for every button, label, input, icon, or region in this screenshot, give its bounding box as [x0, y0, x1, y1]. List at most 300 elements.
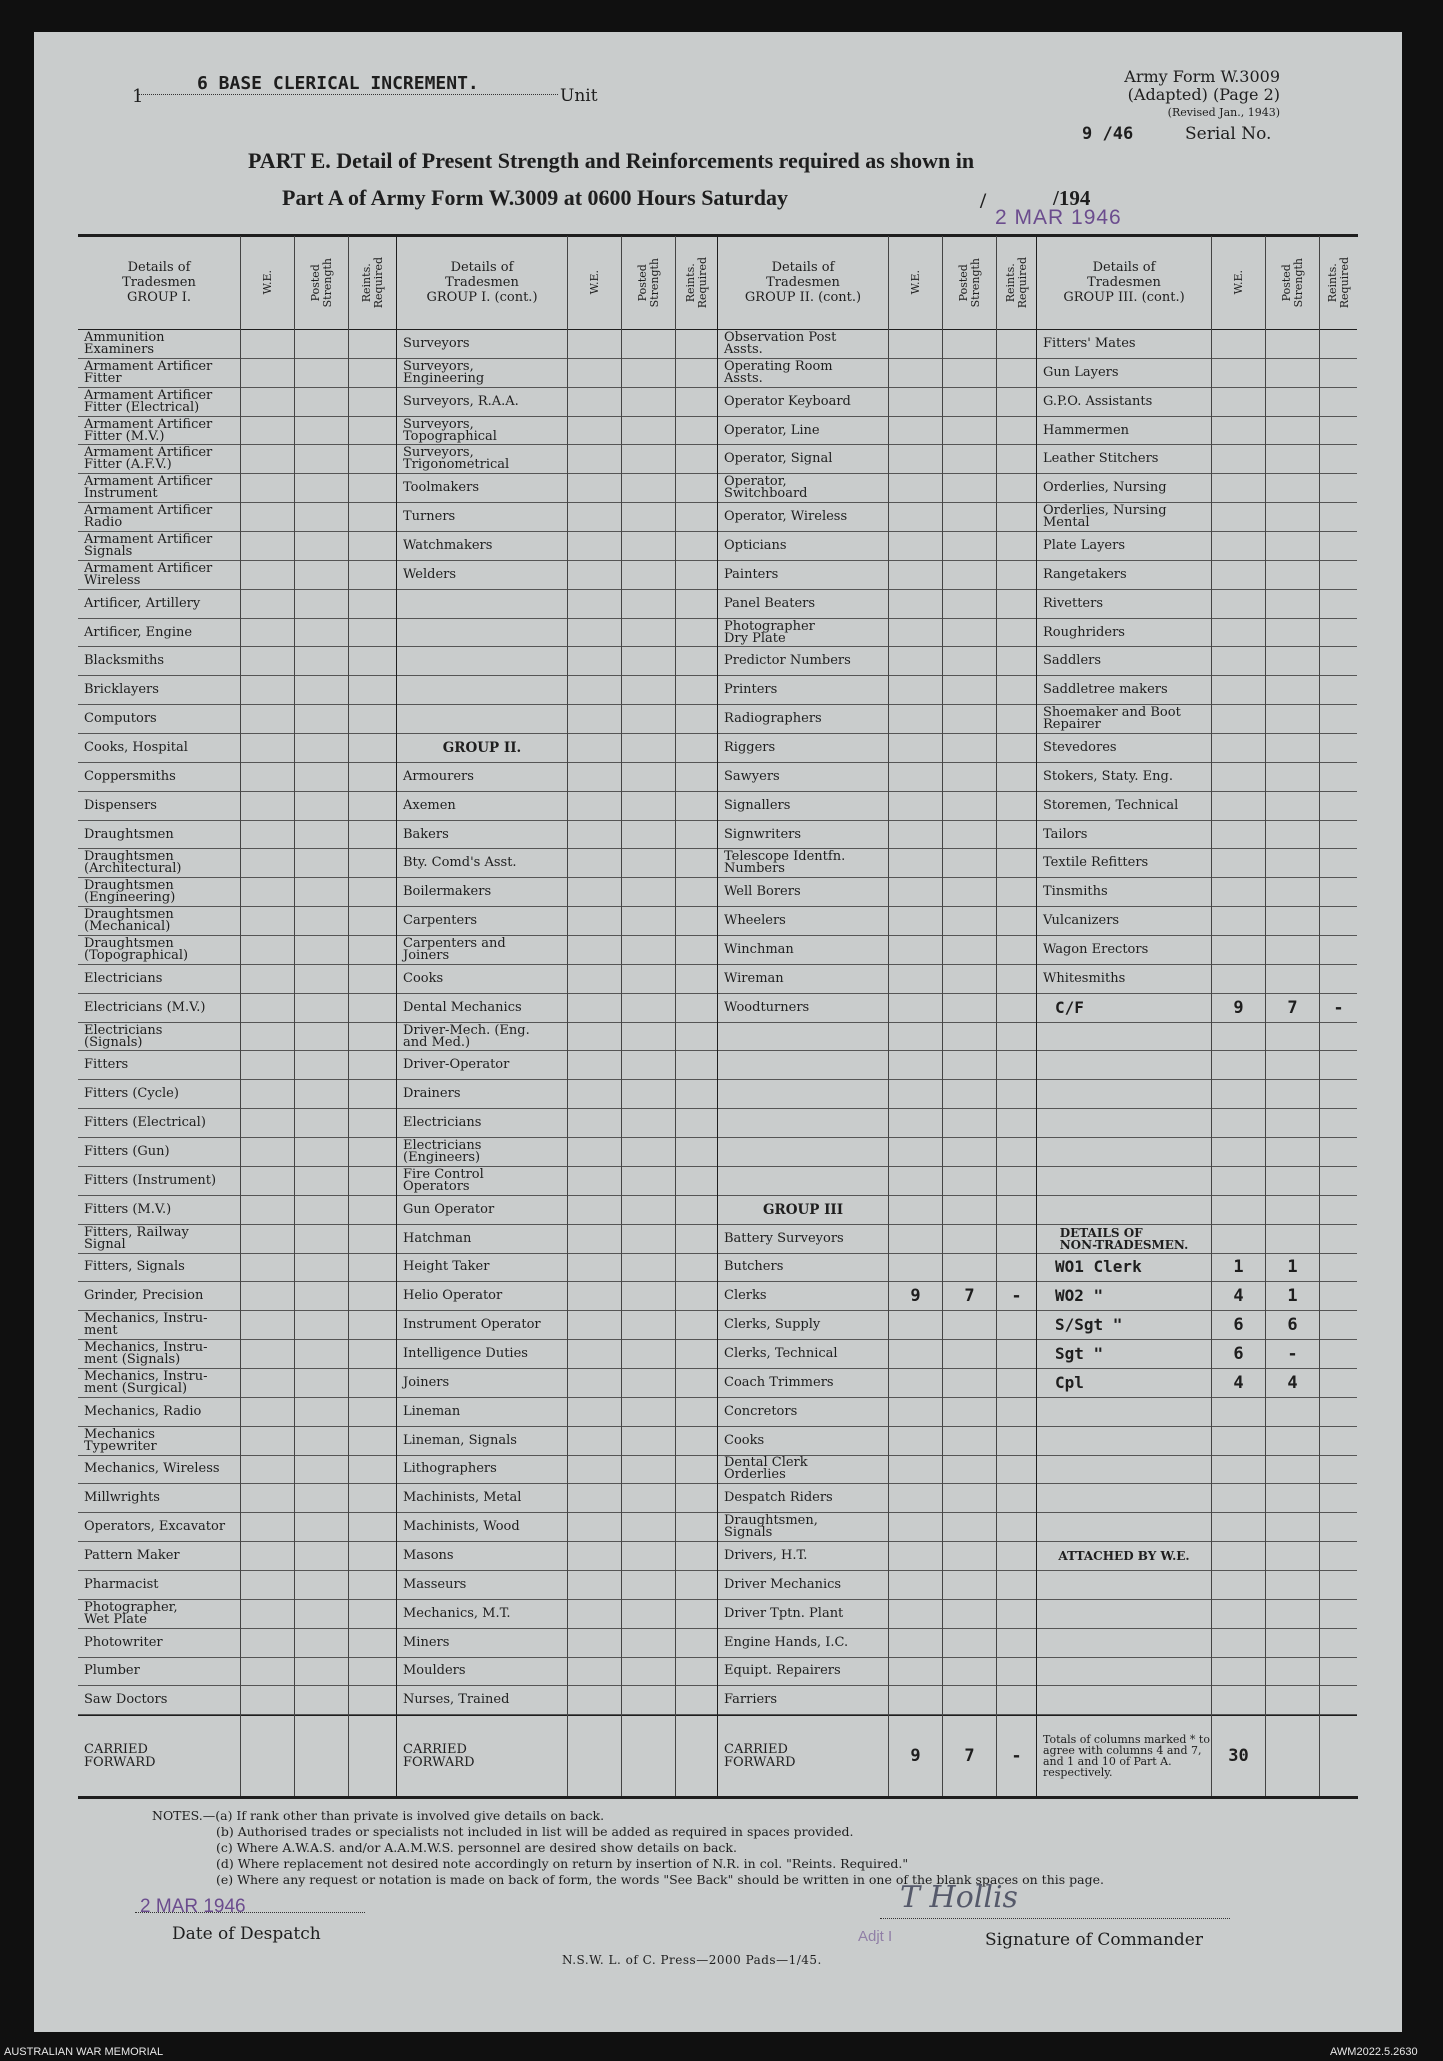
count-cell — [568, 849, 621, 878]
count-cell — [997, 1196, 1036, 1225]
count-cell — [241, 1658, 294, 1687]
count-cell — [1266, 503, 1319, 532]
count-cell — [676, 1138, 717, 1167]
count-cell — [349, 1138, 396, 1167]
count-cell — [997, 1513, 1036, 1542]
trade-row: Nurses, Trained — [397, 1686, 567, 1715]
count-cell — [997, 1571, 1036, 1600]
count-cell — [997, 474, 1036, 503]
trade-row: Operator Keyboard — [718, 388, 888, 417]
count-cell — [943, 1311, 996, 1340]
count-cell — [676, 1254, 717, 1283]
count-cell — [568, 1225, 621, 1254]
count-cell: 4 — [1212, 1369, 1265, 1398]
trade-row: Wheelers — [718, 907, 888, 936]
trade-row: Wireman — [718, 965, 888, 994]
trade-row: Draughtsmen, Signals — [718, 1513, 888, 1542]
count-cell — [568, 734, 621, 763]
count-cell — [241, 647, 294, 676]
press-line: N.S.W. L. of C. Press—2000 Pads—1/45. — [562, 1953, 822, 1967]
count-cell — [349, 474, 396, 503]
count-cell — [1266, 1225, 1319, 1254]
count-cell — [349, 849, 396, 878]
count-cell — [349, 647, 396, 676]
count-cell — [622, 1196, 675, 1225]
count-cell — [997, 1138, 1036, 1167]
trade-row: Leather Stitchers — [1037, 445, 1211, 474]
count-cell — [349, 1427, 396, 1456]
count-cell — [568, 1254, 621, 1283]
count-cell — [997, 1542, 1036, 1571]
count-cell — [676, 1080, 717, 1109]
count-cell — [241, 878, 294, 907]
count-cell — [676, 1456, 717, 1485]
trade-row: Electricians — [397, 1109, 567, 1138]
count-cell — [889, 1311, 942, 1340]
trade-row: Clerks, Supply — [718, 1311, 888, 1340]
count-cell — [295, 763, 348, 792]
reints-cells — [349, 330, 396, 1715]
trade-row: Cooks, Hospital — [78, 734, 240, 763]
count-cell — [889, 1571, 942, 1600]
notes — [152, 1808, 1104, 1888]
count-cell — [676, 1311, 717, 1340]
count-cell — [295, 734, 348, 763]
count-cell — [349, 734, 396, 763]
count-cell — [241, 1629, 294, 1658]
reints-col-g3 — [1319, 236, 1357, 1796]
title-line-2: Part A of Army Form W.3009 at 0600 Hours Saturday — [282, 185, 788, 210]
count-cell — [349, 1080, 396, 1109]
count-cell — [568, 359, 621, 388]
reints-header: Reints. Required — [683, 256, 709, 309]
count-cell — [568, 330, 621, 359]
count-cell: - — [997, 1282, 1036, 1311]
count-cell — [997, 1398, 1036, 1427]
count-cell — [889, 1600, 942, 1629]
carried-forward-g2c: CARRIED FORWARD — [718, 1715, 888, 1796]
count-cell — [997, 676, 1036, 705]
count-cell — [349, 792, 396, 821]
trade-row: Joiners — [397, 1369, 567, 1398]
count-cell — [943, 705, 996, 734]
count-cell — [997, 792, 1036, 821]
count-cell — [568, 532, 621, 561]
count-cell — [1266, 1138, 1319, 1167]
trade-row: Operator, Line — [718, 417, 888, 446]
count-cell — [349, 1311, 396, 1340]
count-cell — [997, 1080, 1036, 1109]
trade-row: Lineman, Signals — [397, 1427, 567, 1456]
count-cell — [943, 417, 996, 446]
count-cell — [676, 821, 717, 850]
trade-row: Bricklayers — [78, 676, 240, 705]
count-cell — [1212, 445, 1265, 474]
count-cell — [676, 907, 717, 936]
count-cell — [997, 1051, 1036, 1080]
count-cell — [889, 734, 942, 763]
count-cell — [622, 445, 675, 474]
count-cell — [943, 821, 996, 850]
we-total: 9 — [889, 1715, 942, 1796]
count-cell — [676, 878, 717, 907]
count-cell — [295, 676, 348, 705]
count-cell — [676, 474, 717, 503]
count-cell — [1266, 965, 1319, 994]
count-cell — [568, 1427, 621, 1456]
we-header: W.E. — [587, 270, 601, 295]
trade-row: Signallers — [718, 792, 888, 821]
count-cell — [241, 1542, 294, 1571]
count-cell — [889, 1658, 942, 1687]
trade-row: Driver-Operator — [397, 1051, 567, 1080]
group-3-cont-names — [1037, 236, 1211, 1796]
count-cell — [943, 474, 996, 503]
count-cell — [622, 503, 675, 532]
count-cell — [241, 417, 294, 446]
trade-row: Armament Artificer Radio — [78, 503, 240, 532]
count-cell — [1212, 359, 1265, 388]
count-cell — [568, 878, 621, 907]
trade-row: Cooks — [718, 1427, 888, 1456]
count-cell — [622, 417, 675, 446]
count-cell — [349, 1484, 396, 1513]
count-cell — [676, 849, 717, 878]
count-cell — [676, 1629, 717, 1658]
count-cell — [943, 1051, 996, 1080]
count-cell — [568, 1542, 621, 1571]
count-cell — [1320, 1051, 1357, 1080]
trade-row: Textile Refitters — [1037, 849, 1211, 878]
count-cell — [295, 1282, 348, 1311]
count-cell — [1266, 445, 1319, 474]
count-cell — [997, 1340, 1036, 1369]
count-cell — [568, 1023, 621, 1052]
count-cell — [1266, 676, 1319, 705]
trade-row: Fitters (Cycle) — [78, 1080, 240, 1109]
count-cell — [622, 1542, 675, 1571]
count-cell — [1266, 1629, 1319, 1658]
count-cell — [568, 763, 621, 792]
trade-row: Masseurs — [397, 1571, 567, 1600]
trade-row: Armament Artificer Instrument — [78, 474, 240, 503]
trade-row: Armament Artificer Fitter (M.V.) — [78, 417, 240, 446]
count-cell — [295, 619, 348, 648]
count-cell — [1320, 1196, 1357, 1225]
count-cell — [568, 1686, 621, 1715]
we-header: W.E. — [1231, 270, 1245, 295]
count-cell — [568, 792, 621, 821]
count-cell — [1212, 417, 1265, 446]
group-1-list — [78, 330, 240, 1715]
trade-row: Fitters' Mates — [1037, 330, 1211, 359]
count-cell — [295, 1484, 348, 1513]
count-cell — [676, 1282, 717, 1311]
count-cell — [1212, 1600, 1265, 1629]
count-cell — [622, 647, 675, 676]
count-cell — [295, 1686, 348, 1715]
trade-row: Coppersmiths — [78, 763, 240, 792]
count-cell — [349, 821, 396, 850]
trade-row: Drainers — [397, 1080, 567, 1109]
count-cell — [997, 1484, 1036, 1513]
posted-total — [622, 1715, 675, 1796]
trade-row: Despatch Riders — [718, 1484, 888, 1513]
count-cell — [1320, 359, 1357, 388]
count-cell — [622, 792, 675, 821]
count-cell — [889, 1196, 942, 1225]
count-cell — [295, 1051, 348, 1080]
count-cell — [241, 792, 294, 821]
trade-row: Bty. Comd's Asst. — [397, 849, 567, 878]
count-cell — [889, 878, 942, 907]
count-cell — [241, 388, 294, 417]
trade-row: Fitters — [78, 1051, 240, 1080]
count-cell — [295, 1629, 348, 1658]
trade-row: GROUP II. — [397, 734, 567, 763]
count-cell — [997, 1369, 1036, 1398]
count-cell — [1212, 1658, 1265, 1687]
count-cell — [1320, 1138, 1357, 1167]
count-cell — [241, 590, 294, 619]
trade-row: Stokers, Staty. Eng. — [1037, 763, 1211, 792]
we-col-g3 — [1211, 236, 1265, 1796]
trade-row — [718, 1080, 888, 1109]
count-cell — [997, 1254, 1036, 1283]
count-cell — [1212, 1398, 1265, 1427]
trade-row: Blacksmiths — [78, 647, 240, 676]
count-cell — [889, 1369, 942, 1398]
count-cell — [1320, 965, 1357, 994]
count-cell — [676, 1340, 717, 1369]
trade-row: Computors — [78, 705, 240, 734]
count-cell — [622, 1109, 675, 1138]
count-cell — [1320, 1427, 1357, 1456]
count-cell: 7 — [943, 1282, 996, 1311]
count-cell: 4 — [1266, 1369, 1319, 1398]
count-cell — [1212, 821, 1265, 850]
trade-row: Sawyers — [718, 763, 888, 792]
count-cell — [1212, 1051, 1265, 1080]
count-cell — [997, 1686, 1036, 1715]
count-cell — [622, 965, 675, 994]
posted-col — [294, 236, 348, 1796]
trade-row: S/Sgt " — [1037, 1311, 1211, 1340]
trade-row: Mechanics, Radio — [78, 1398, 240, 1427]
count-cell — [295, 590, 348, 619]
trade-row: Radiographers — [718, 705, 888, 734]
count-cell — [1266, 1542, 1319, 1571]
count-cell — [1320, 907, 1357, 936]
count-cell — [889, 994, 942, 1023]
reints-col — [675, 236, 717, 1796]
count-cell — [1266, 1196, 1319, 1225]
count-cell — [295, 1254, 348, 1283]
we-cells — [241, 330, 294, 1715]
trade-row: Clerks, Technical — [718, 1340, 888, 1369]
count-cell — [943, 1167, 996, 1196]
trade-row — [1037, 1571, 1211, 1600]
trade-row: Hammermen — [1037, 417, 1211, 446]
trade-row: Dispensers — [78, 792, 240, 821]
count-cell — [241, 1080, 294, 1109]
count-cell — [943, 445, 996, 474]
count-cell — [1212, 1484, 1265, 1513]
trade-row: Equipt. Repairers — [718, 1658, 888, 1687]
count-cell — [295, 1456, 348, 1485]
count-cell — [1320, 1311, 1357, 1340]
table-bottom-rule — [78, 1796, 1358, 1799]
count-cell — [568, 1398, 621, 1427]
we-header: W.E. — [908, 270, 922, 295]
reints-col — [348, 236, 396, 1796]
count-cell — [1320, 1398, 1357, 1427]
trade-row — [718, 1167, 888, 1196]
trade-row — [397, 647, 567, 676]
group-1-cont-list — [397, 330, 567, 1715]
count-cell — [568, 1484, 621, 1513]
count-cell — [1212, 734, 1265, 763]
group-3-cont-header: Details of Tradesmen GROUP III. (cont.) — [1037, 236, 1211, 330]
count-cell: 1 — [1212, 1254, 1265, 1283]
count-cell — [889, 1138, 942, 1167]
count-cell — [622, 1456, 675, 1485]
margin-mark: 1 — [132, 86, 144, 107]
count-cell — [568, 994, 621, 1023]
count-cell — [622, 1398, 675, 1427]
posted-col-g3 — [1265, 236, 1319, 1796]
count-cell — [568, 647, 621, 676]
count-cell — [997, 1427, 1036, 1456]
trade-row: Tinsmiths — [1037, 878, 1211, 907]
trade-row: Toolmakers — [397, 474, 567, 503]
count-cell — [1266, 1109, 1319, 1138]
count-cell — [295, 1109, 348, 1138]
count-cell — [1212, 1513, 1265, 1542]
trade-row: Surveyors, Trigonometrical — [397, 445, 567, 474]
count-cell — [1320, 388, 1357, 417]
count-cell — [295, 705, 348, 734]
count-cell — [1266, 532, 1319, 561]
trade-row: Electricians (Signals) — [78, 1023, 240, 1052]
count-cell — [1320, 647, 1357, 676]
count-cell — [241, 676, 294, 705]
count-cell — [1212, 849, 1265, 878]
count-cell: 9 — [1212, 994, 1265, 1023]
serial-label: Serial No. — [1185, 124, 1272, 144]
count-cell — [349, 1456, 396, 1485]
group-2-cont-header: Details of Tradesmen GROUP II. (cont.) — [718, 236, 888, 330]
count-cell — [1320, 1167, 1357, 1196]
count-cell — [295, 532, 348, 561]
we-cells — [568, 330, 621, 1715]
count-cell — [1320, 330, 1357, 359]
count-cell — [622, 878, 675, 907]
count-cell — [295, 1167, 348, 1196]
trade-row — [1037, 1109, 1211, 1138]
count-cell — [622, 734, 675, 763]
count-cell — [1320, 503, 1357, 532]
posted-total: 7 — [943, 1715, 996, 1796]
count-cell — [676, 994, 717, 1023]
posted-header: Posted Strength — [1279, 257, 1305, 308]
trade-row: Surveyors, Topographical — [397, 417, 567, 446]
count-cell — [1320, 849, 1357, 878]
count-cell — [943, 1109, 996, 1138]
count-cell — [622, 1311, 675, 1340]
trade-row: Surveyors — [397, 330, 567, 359]
trade-row: Artificer, Artillery — [78, 590, 240, 619]
count-cell — [622, 1138, 675, 1167]
trade-row: GROUP III — [718, 1196, 888, 1225]
title-line-1: PART E. Detail of Present Strength and Reinforcements required as shown in — [248, 148, 975, 173]
count-cell — [943, 1658, 996, 1687]
trade-row: Rivetters — [1037, 590, 1211, 619]
trade-row: Predictor Numbers — [718, 647, 888, 676]
trade-row: Fire Control Operators — [397, 1167, 567, 1196]
count-cell — [622, 1282, 675, 1311]
count-cell — [1320, 1513, 1357, 1542]
count-cell — [241, 1167, 294, 1196]
count-cell — [889, 474, 942, 503]
posted-total — [295, 1715, 348, 1796]
count-cell — [1320, 561, 1357, 590]
despatch-stamp: 2 MAR 1946 — [140, 1896, 246, 1917]
count-cell — [1320, 445, 1357, 474]
count-cell — [943, 1629, 996, 1658]
count-cell — [349, 936, 396, 965]
count-cell — [568, 561, 621, 590]
count-cell — [295, 1138, 348, 1167]
count-cell — [241, 1340, 294, 1369]
reints-cells — [1320, 330, 1357, 1715]
count-cell — [295, 1225, 348, 1254]
count-cell — [1212, 676, 1265, 705]
count-cell — [349, 1629, 396, 1658]
trade-row: Printers — [718, 676, 888, 705]
count-cell — [295, 1658, 348, 1687]
trade-row: Draughtsmen (Topographical) — [78, 936, 240, 965]
trade-row: Surveyors, Engineering — [397, 359, 567, 388]
count-cell — [1320, 1282, 1357, 1311]
count-cell — [1266, 878, 1319, 907]
posted-col-g2 — [942, 236, 996, 1796]
trade-row: Fitters (Instrument) — [78, 1167, 240, 1196]
trade-row — [1037, 1080, 1211, 1109]
count-cell — [943, 1542, 996, 1571]
count-cell: 6 — [1212, 1340, 1265, 1369]
count-cell — [349, 1196, 396, 1225]
count-cell — [241, 734, 294, 763]
count-cell — [241, 821, 294, 850]
title-slash: / — [980, 188, 987, 213]
trade-row: Mechanics, M.T. — [397, 1600, 567, 1629]
trade-row — [1037, 1023, 1211, 1052]
count-cell — [676, 1600, 717, 1629]
count-cell — [1320, 1686, 1357, 1715]
count-cell — [676, 936, 717, 965]
count-cell — [943, 619, 996, 648]
count-cell — [943, 763, 996, 792]
trade-row: Electricians (M.V.) — [78, 994, 240, 1023]
trade-row: Saw Doctors — [78, 1686, 240, 1715]
count-cell — [676, 1427, 717, 1456]
count-cell — [943, 1484, 996, 1513]
trade-row: Opticians — [718, 532, 888, 561]
trade-row: Clerks — [718, 1282, 888, 1311]
count-cell — [943, 878, 996, 907]
trade-row — [1037, 1456, 1211, 1485]
